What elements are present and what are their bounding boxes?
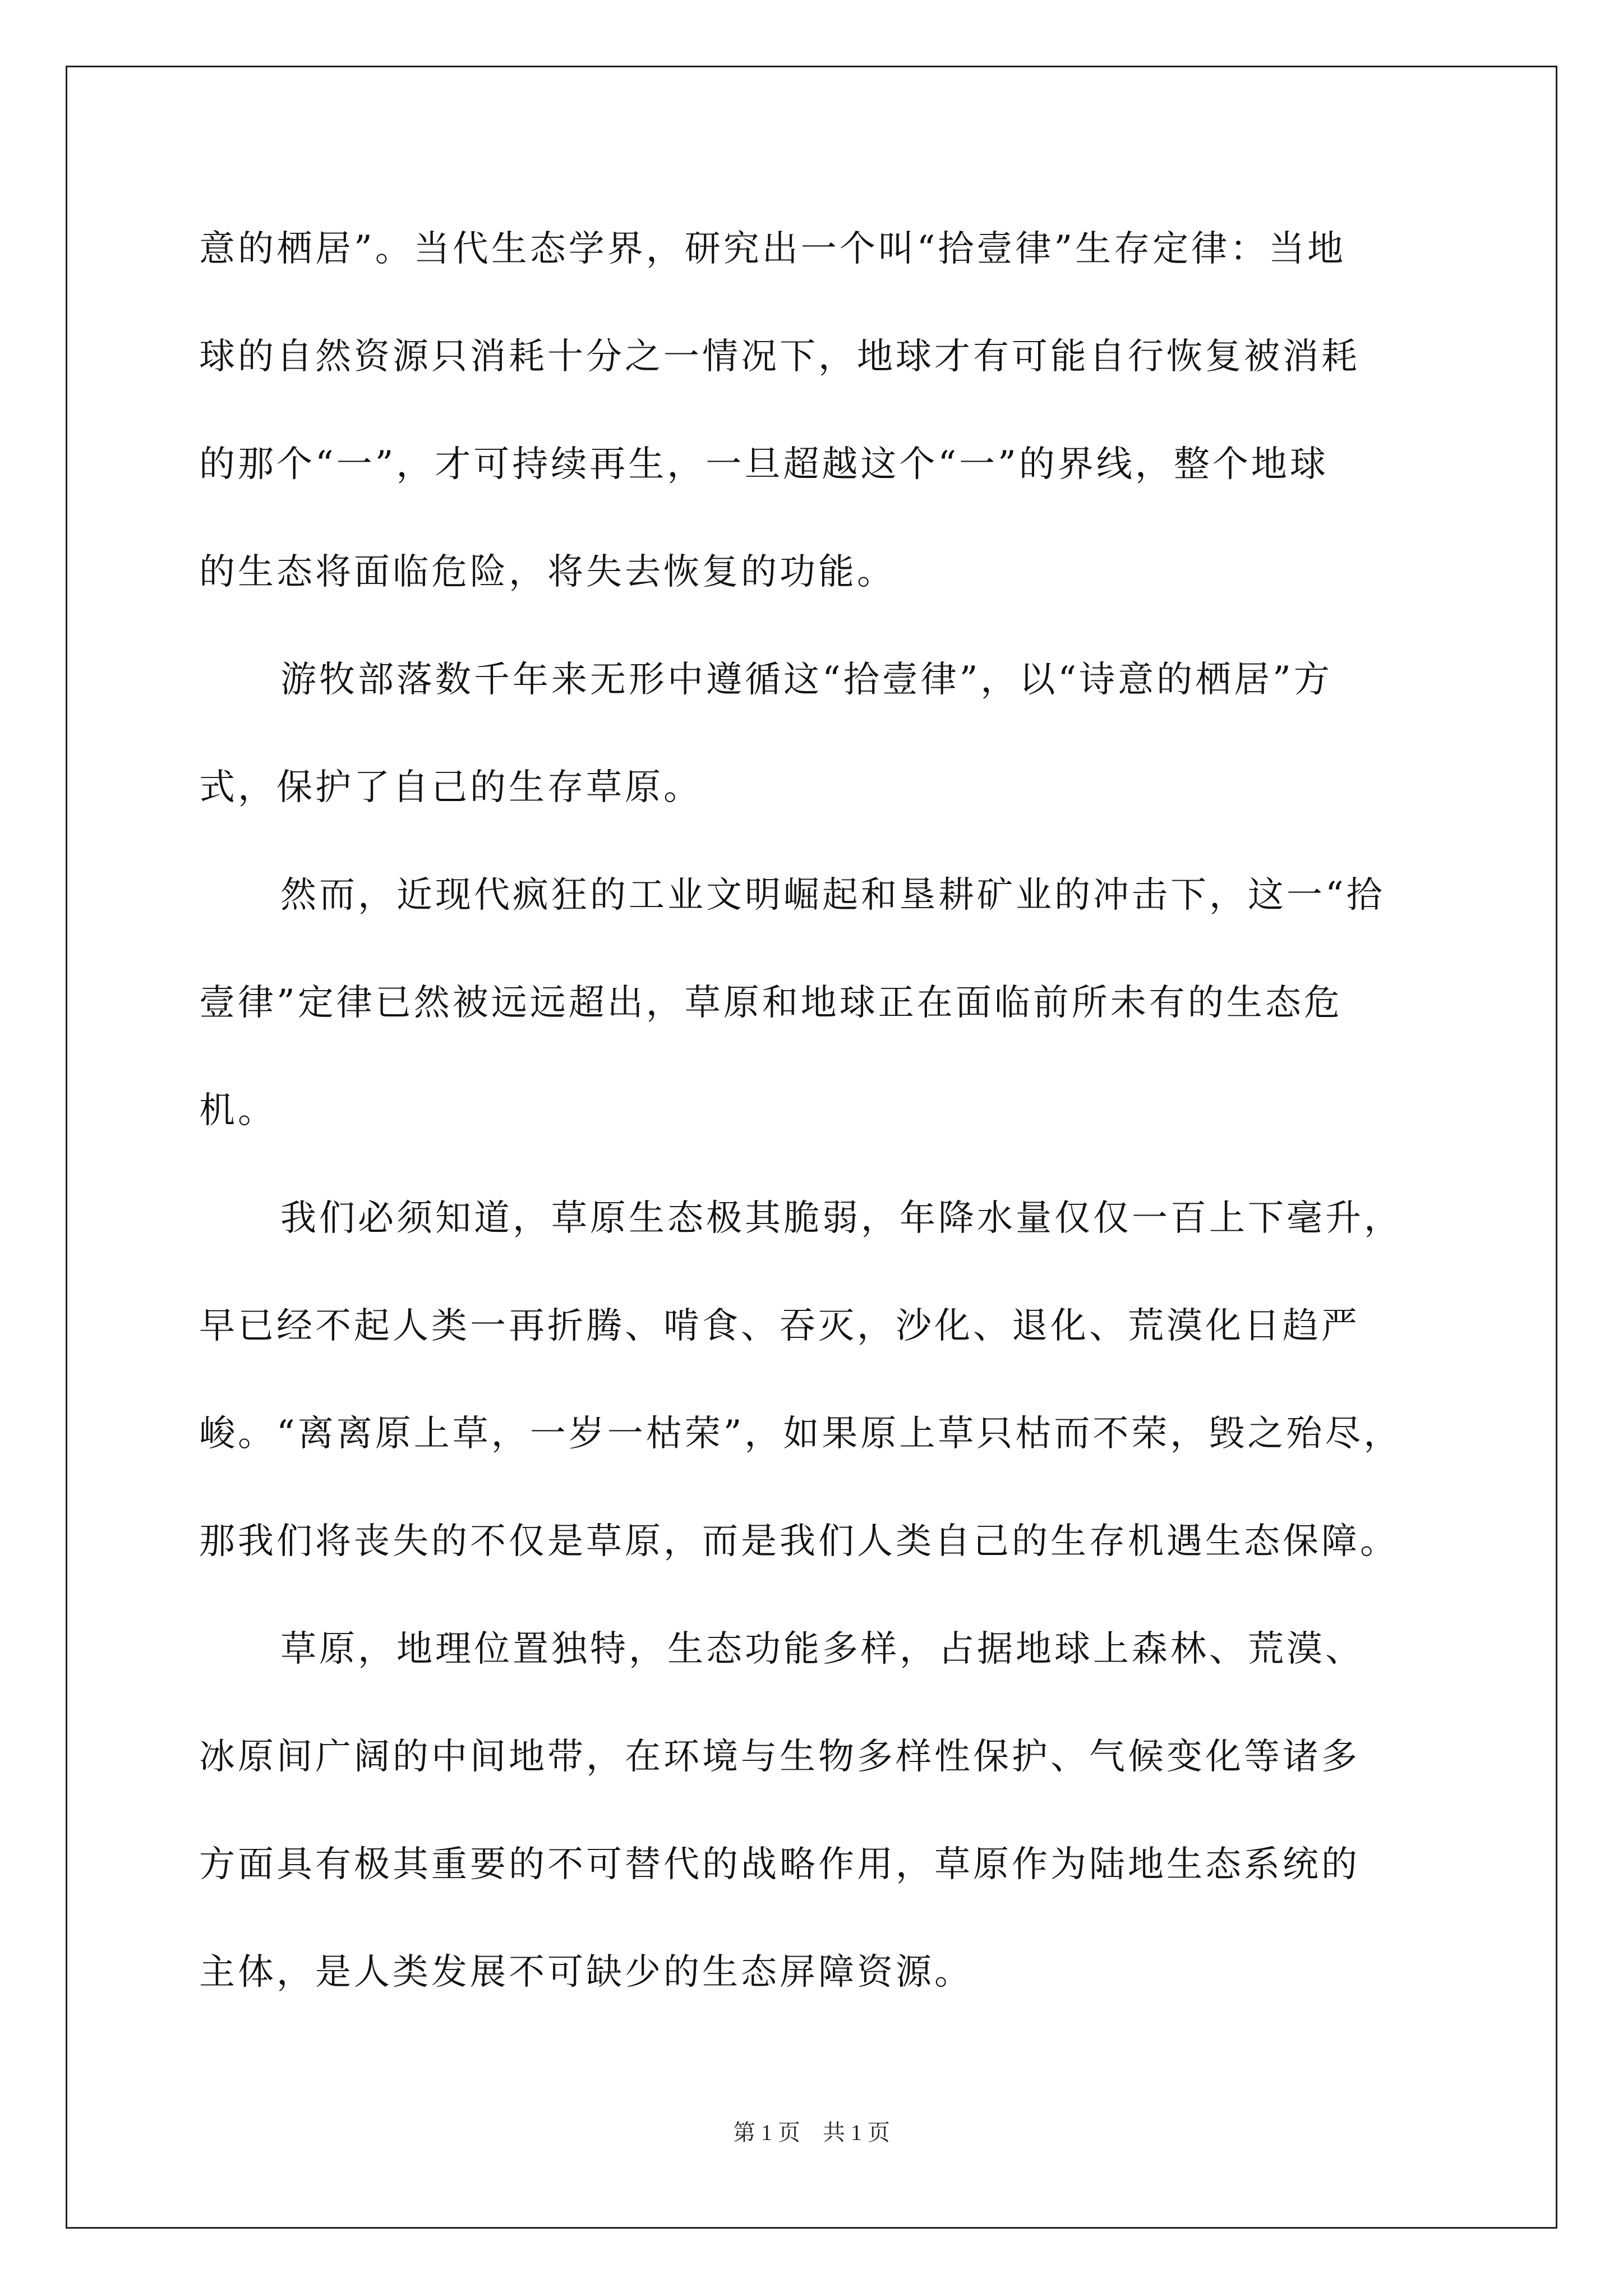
- paragraph-first-line: 草原，地理位置独特，生态功能多样，占据地球上森林、荒漠、: [280, 1628, 1364, 1670]
- text-line: 那我们将丧失的不仅是草原，而是我们人类自己的生存机遇生态保障。: [199, 1521, 1399, 1562]
- page-border: [66, 66, 1557, 2229]
- page-number-footer: 第 1 页 共 1 页: [733, 2120, 890, 2145]
- text-line: 意的栖居”。当代生态学界，研究出一个叫“拾壹律”生存定律：当地: [199, 228, 1347, 270]
- text-line: 的生态将面临危险，将失去恢复的功能。: [199, 551, 896, 593]
- text-line: 主体，是人类发展不可缺少的生态屏障资源。: [199, 1952, 973, 1993]
- text-line: 方面具有极其重要的不可替代的战略作用，草原作为陆地生态系统的: [199, 1844, 1360, 1885]
- paragraph-first-line: 游牧部落数千年来无形中遵循这“拾壹律”，以“诗意的栖居”方: [280, 659, 1332, 701]
- text-line: 机。: [199, 1090, 276, 1131]
- paragraph-first-line: 我们必须知道，草原生态极其脆弱，年降水量仅仅一百上下毫升，: [280, 1198, 1403, 1239]
- text-line: 壹律”定律已然被远远超出，草原和地球正在面临前所未有的生态危: [199, 982, 1343, 1024]
- text-line: 球的自然资源只消耗十分之一情况下，地球才有可能自行恢复被消耗: [199, 336, 1360, 378]
- text-line: 峻。“离离原上草，一岁一枯荣”，如果原上草只枯而不荣，毁之殆尽，: [199, 1413, 1403, 1455]
- text-line: 的那个“一”，才可持续再生，一旦超越这个“一”的界线，整个地球: [199, 444, 1329, 485]
- text-line: 冰原间广阔的中间地带，在环境与生物多样性保护、气候变化等诸多: [199, 1736, 1360, 1778]
- paragraph-first-line: 然而，近现代疯狂的工业文明崛起和垦耕矿业的冲击下，这一“拾: [280, 875, 1385, 916]
- text-line: 式，保护了自己的生存草原。: [199, 767, 702, 808]
- text-line: 早已经不起人类一再折腾、啃食、吞灭，沙化、退化、荒漠化日趋严: [199, 1305, 1360, 1347]
